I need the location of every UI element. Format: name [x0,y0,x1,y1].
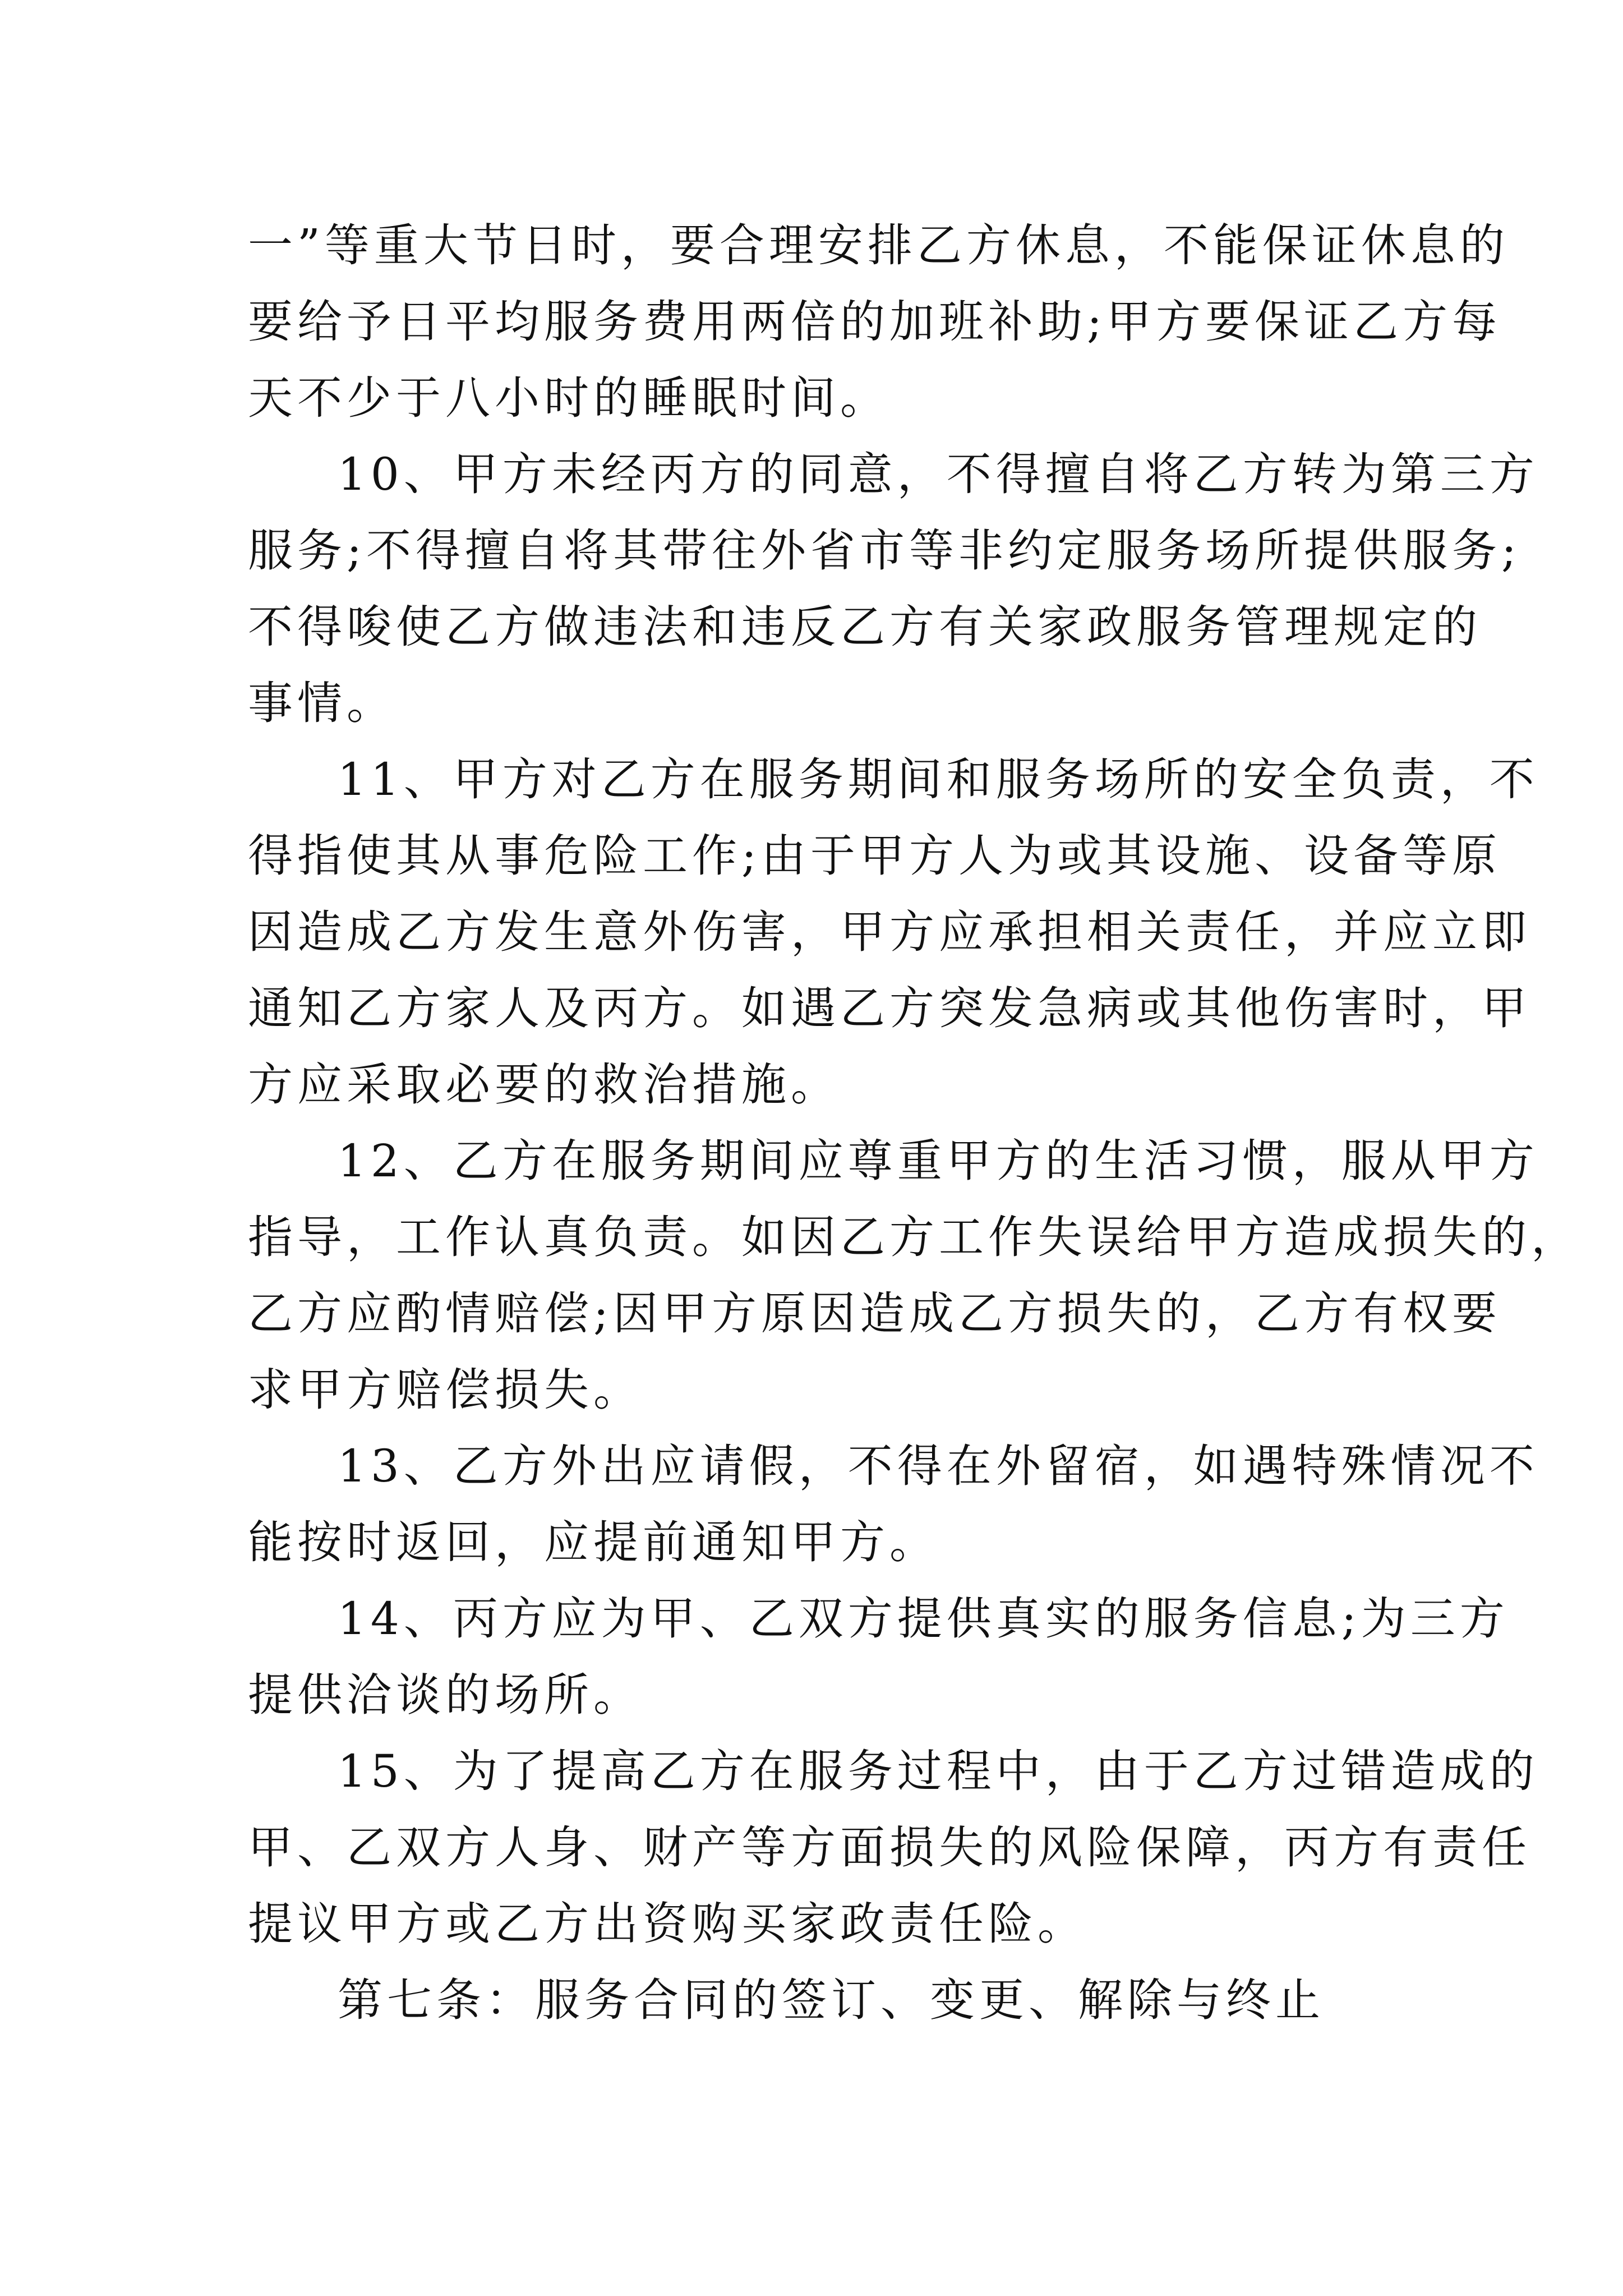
text-line: 能按时返回，应提前通知甲方。 [248,1516,939,1568]
text-line: 求甲方赔偿损失。 [248,1364,643,1416]
paragraph-12-start: 12、乙方在服务期间应尊重甲方的生活习惯，服从甲方 [338,1135,1539,1187]
paragraph-11-start: 11、甲方对乙方在服务期间和服务场所的安全负责，不 [338,753,1539,806]
text-line: 不得唆使乙方做违法和违反乙方有关家政服务管理规定的 [248,601,1482,653]
text-line: 天不少于八小时的睡眠时间。 [248,372,889,424]
text-line: 事情。 [248,677,396,729]
paragraph-14-start: 14、丙方应为甲、乙双方提供真实的服务信息;为三方 [338,1593,1509,1645]
text-line: 甲、乙双方人身、财产等方面损失的风险保障，丙方有责任 [248,1821,1531,1874]
paragraph-13-start: 13、乙方外出应请假，不得在外留宿，如遇特殊情况不 [338,1440,1539,1492]
text-line: 提议甲方或乙方出资购买家政责任险。 [248,1898,1087,1950]
paragraph-10-start: 10、甲方未经丙方的同意，不得擅自将乙方转为第三方 [338,448,1539,500]
text-line: 要给予日平均服务费用两倍的加班补助;甲方要保证乙方每 [248,296,1501,348]
paragraph-15-start: 15、为了提高乙方在服务过程中，由于乙方过错造成的 [338,1745,1539,1797]
section-heading-article-7: 第七条：服务合同的签订、变更、解除与终止 [338,1974,1325,2026]
text-line: 一”等重大节日时，要合理安排乙方休息，不能保证休息的 [248,219,1509,272]
text-line: 得指使其从事危险工作;由于甲方人为或其设施、设备等原 [248,830,1501,882]
text-line: 提供洽谈的场所。 [248,1669,643,1721]
text-line: 服务;不得擅自将其带往外省市等非约定服务场所提供服务; [248,524,1521,577]
text-line: 乙方应酌情赔偿;因甲方原因造成乙方损失的，乙方有权要 [248,1287,1501,1340]
text-line: 通知乙方家人及丙方。如遇乙方突发急病或其他伤害时，甲 [248,982,1531,1034]
text-line: 因造成乙方发生意外伤害，甲方应承担相关责任，并应立即 [248,906,1531,958]
document-body [248,208,1580,2039]
text-line: 指导，工作认真负责。如因乙方工作失误给甲方造成损失的， [248,1211,1580,1263]
text-line: 方应采取必要的救治措施。 [248,1059,840,1111]
